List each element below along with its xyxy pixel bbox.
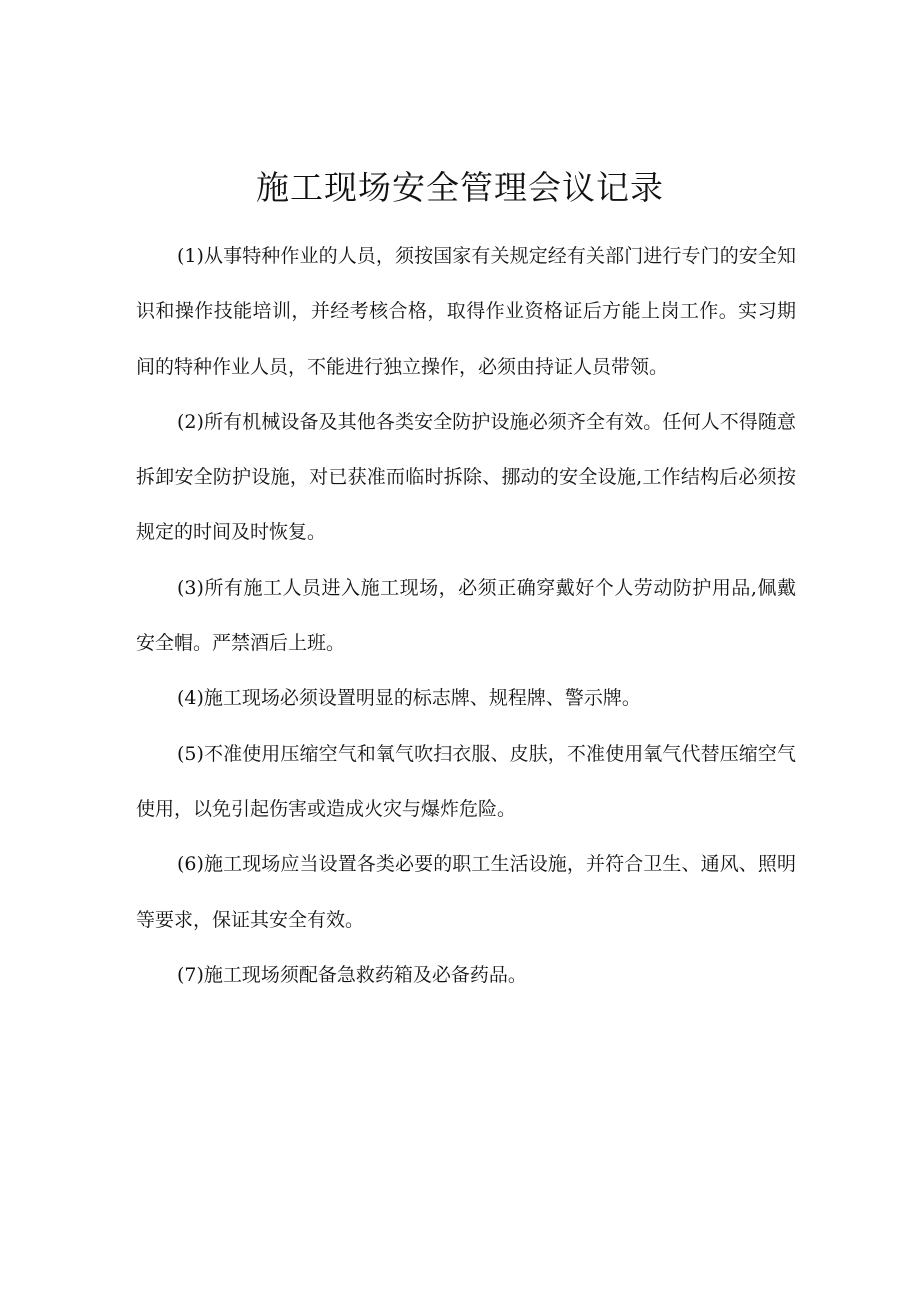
paragraph-2: (2)所有机械设备及其他各类安全防护设施必须齐全有效。任何人不得随意拆卸安全防护设施，对已获准而临时拆除、挪动的安全设施,工作结构后必须按规定的时间及时恢复。 [136,410,796,544]
paragraph-5: (5)不准使用压缩空气和氧气吹扫衣服、皮肤，不准使用氧气代替压缩空气使用，以免引起伤害或造成火灾与爆炸危险。 [136,742,796,820]
document-title: 施工现场安全管理会议记录 [256,168,664,207]
paragraph-3: (3)所有施工人员进入施工现场，必须正确穿戴好个人劳动防护用品,佩戴安全帽。严禁酒后上班。 [136,576,796,655]
paragraph-7: (7)施工现场须配备急救药箱及必备药品。 [177,963,527,986]
paragraph-4: (4)施工现场必须设置明显的标志牌、规程牌、警示牌。 [177,687,641,710]
paragraph-1: (1)从事特种作业的人员，须按国家有关规定经有关部门进行专门的安全知识和操作技能培训，并经考核合格，取得作业资格证后方能上岗工作。实习期间的特种作业人员，不能进行独立操作，必须由持证人员带领。 [136,245,796,378]
paragraph-6: (6)施工现场应当设置各类必要的职工生活设施，并符合卫生、通风、照明等要求，保证其安全有效。 [136,853,796,931]
document-body [136,229,796,1003]
